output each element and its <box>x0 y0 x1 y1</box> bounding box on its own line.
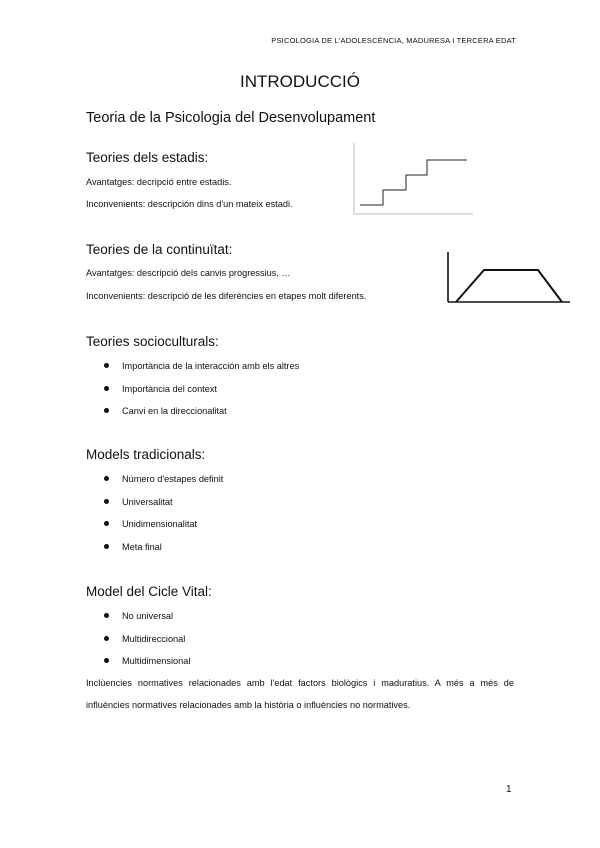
tradicionals-list <box>104 472 223 562</box>
trapezoid-diagram <box>446 252 572 304</box>
estadis-avantatges: Avantatges: decripció entre estadis. <box>86 177 232 187</box>
list-item: Unidimensionalitat <box>104 517 223 540</box>
list-item: Importància del context <box>104 382 299 405</box>
list-item: No universal <box>104 609 190 632</box>
estadis-inconvenients: Inconvenients: descripción dins d'un mateix estadi. <box>86 199 293 209</box>
cicle-vital-list <box>104 609 190 677</box>
page-title: INTRODUCCIÓ <box>240 72 360 91</box>
running-header: PSICOLOGIA DE L'ADOLESCÈNCIA, MADURESA I TERCERA EDAT <box>271 36 516 45</box>
list-item: Número d'estapes definit <box>104 472 223 495</box>
page-number: 1 <box>506 784 512 795</box>
staircase-diagram <box>350 142 475 216</box>
list-item: Universalitat <box>104 495 223 518</box>
continuitat-inconvenients: Inconvenients: descripció de les diferències en etapes molt diferents. <box>86 291 367 301</box>
list-item: Canvi en la direccionalitat <box>104 404 299 427</box>
estadis-heading: Teories dels estadis: <box>86 150 209 165</box>
tradicionals-heading: Models tradicionals: <box>86 447 206 462</box>
section-title: Teoria de la Psicologia del Desenvolupament <box>86 110 376 126</box>
continuitat-avantatges: Avantatges: descripció dels canvis progressius, … <box>86 268 291 278</box>
socioculturals-heading: Teories socioculturals: <box>86 334 219 349</box>
list-item: Multidireccional <box>104 632 190 655</box>
cicle-vital-paragraph: Inclùencies normatives relacionades amb l'edat factors biològics i maduratius. A més a més de influències normatives relacionades amb la història o influències no normatives. <box>86 678 514 710</box>
list-item: Multidimensional <box>104 654 190 677</box>
cicle-vital-heading: Model del Cicle Vital: <box>86 584 212 599</box>
socioculturals-list <box>104 359 299 427</box>
continuitat-heading: Teories de la continuïtat: <box>86 242 233 257</box>
list-item: Meta final <box>104 540 223 563</box>
list-item: Importància de la interacción amb els altres <box>104 359 299 382</box>
